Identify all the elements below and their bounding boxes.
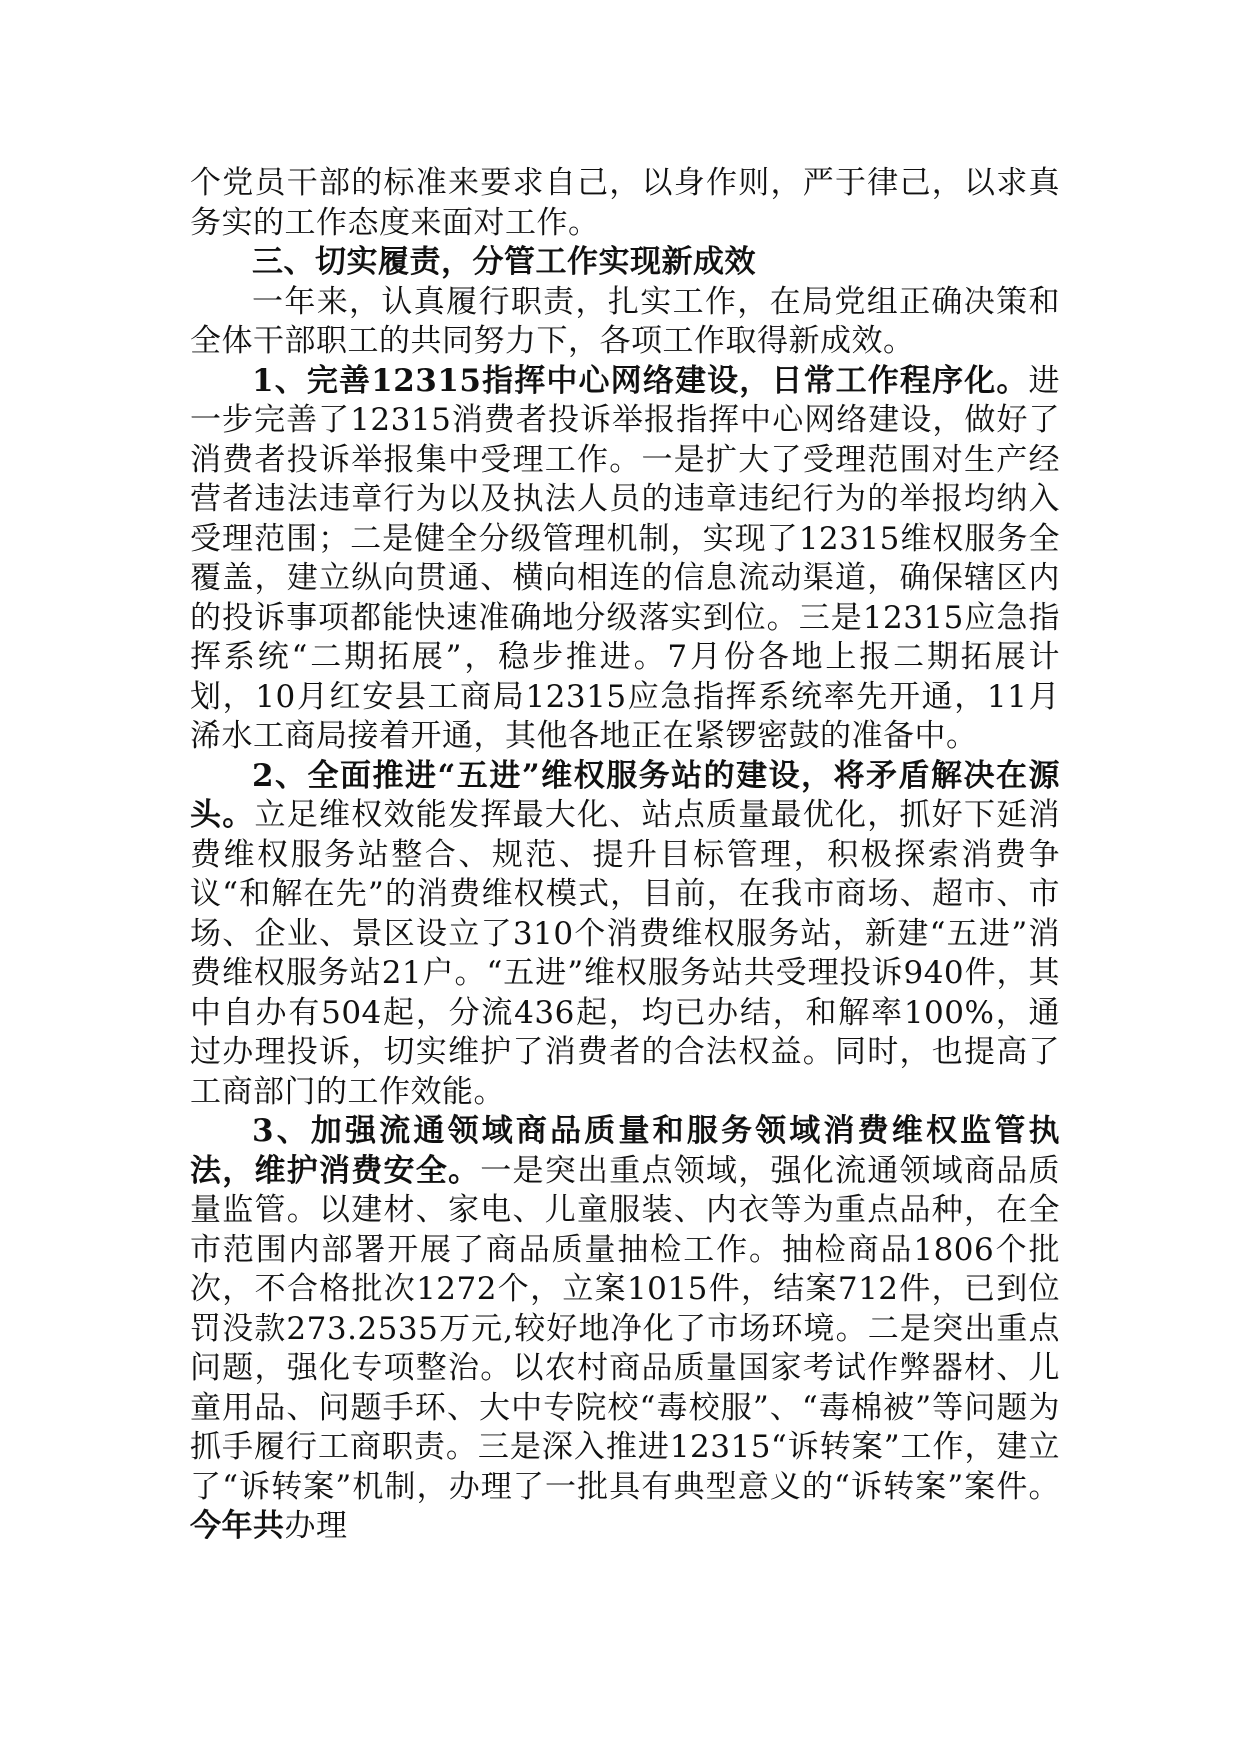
document-page xyxy=(190,164,1060,1547)
item-3-tail-bold: 今年共 xyxy=(190,1508,285,1544)
item-3-body: 一是突出重点领域，强化流通领域商品质量监管。以建材、家电、儿童服装、内衣等为重点品种，在全市范围内部署开展了商品质量抽检工作。抽检商品1806个批次，不合格批次1272个，立案1015件，结案712件，已到位罚没款273.2535万元,较好地净化了市场环境。二是突出重点问题，强化专项整治。以农村商品质量国家考试作弊器材、儿童用品、问题手环、大中专院校“毒校服”、“毒棉被”等问题为抓手履行工商职责。三是深入推进12315“诉转案”工作，建立了“诉转案”机制，办理了一批具有典型意义的“诉转案”案件。 xyxy=(190,1152,1060,1505)
item-3-tail: 办理 xyxy=(284,1508,348,1544)
paragraph-summary: 一年来，认真履行职责，扎实工作，在局党组正确决策和全体干部职工的共同努力下，各项工作取得新成效。 xyxy=(190,283,1060,359)
item-1-title: 1、完善12315指挥中心网络建设，日常工作程序化。 xyxy=(252,362,1029,399)
section-heading-3: 三、切实履责，分管工作实现新成效 xyxy=(252,244,756,280)
item-1 xyxy=(190,362,1060,757)
item-1-body: 进一步完善了12315消费者投诉举报指挥中心网络建设，做好了消费者投诉举报集中受理工作。一是扩大了受理范围对生产经营者违法违章行为以及执法人员的违章违纪行为的举报均纳入受理范围；二是健全分级管理机制，实现了12315维权服务全覆盖，建立纵向贯通、横向相连的信息流动渠道，确保辖区内的投诉事项都能快速准确地分级落实到位。三是12315应急指挥系统“二期拓展”，稳步推进。7月份各地上报二期拓展计划，10月红安县工商局12315应急指挥系统率先开通，11月浠水工商局接着开通，其他各地正在紧锣密鼓的准备中。 xyxy=(190,362,1060,754)
item-2 xyxy=(190,757,1060,1113)
item-2-body: 立足维权效能发挥最大化、站点质量最优化，抓好下延消费维权服务站整合、规范、提升目标管理，积极探索消费争议“和解在先”的消费维权模式，目前，在我市商场、超市、市场、企业、景区设立了310个消费维权服务站，新建“五进”消费维权服务站21户。“五进”维权服务站共受理投诉940件，其中自办有504起，分流436起，均已办结，和解率100%，通过办理投诉，切实维护了消费者的合法权益。同时，也提高了工商部门的工作效能。 xyxy=(190,797,1060,1110)
item-3-title: 3、加强流通领域商品质量和服务领域消费维权监管执法，维护消费安全。 xyxy=(190,1113,1060,1189)
paragraph-continuation: 个党员干部的标准来要求自己，以身作则，严于律己，以求真务实的工作态度来面对工作。 xyxy=(190,165,1060,241)
item-2-title: 2、全面推进“五进”维权服务站的建设，将矛盾解决在源头。 xyxy=(190,757,1060,833)
item-3 xyxy=(190,1112,1060,1547)
